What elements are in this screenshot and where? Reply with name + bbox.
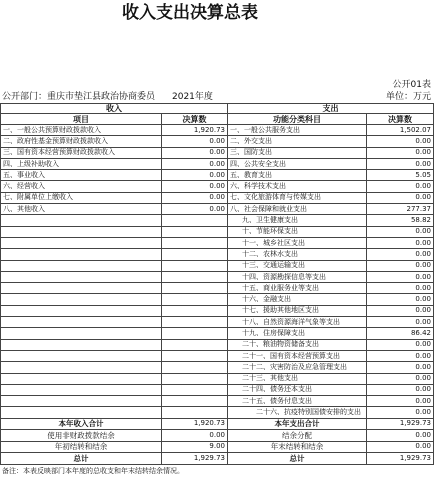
income-amount-cell: 0.00 [162, 136, 228, 147]
income-item-cell: 四、上级补助收入 [1, 159, 162, 170]
empty-cell [162, 294, 228, 305]
income-amount-cell: 0.00 [162, 181, 228, 192]
income-summary-label: 本年收入合计 [1, 419, 162, 431]
expense-summary-amount: 1,929.73 [367, 453, 434, 465]
empty-cell [162, 396, 228, 407]
income-summary-label: 年初结转和结余 [1, 442, 162, 454]
expense-item-cell: 一、一般公共服务支出 [228, 125, 367, 136]
expense-item-cell: 四、公共安全支出 [228, 159, 367, 170]
expense-item-cell: 十一、城乡社区支出 [228, 238, 367, 249]
expense-amount-column-header: 决算数 [367, 114, 434, 125]
expense-amount-cell: 0.00 [367, 238, 434, 249]
empty-cell [1, 340, 162, 351]
expense-amount-cell: 0.00 [367, 261, 434, 272]
income-item-cell: 七、附属单位上缴收入 [1, 193, 162, 204]
expense-item-cell: 十六、金融支出 [228, 294, 367, 305]
income-item-cell: 二、政府性基金预算财政拨款收入 [1, 136, 162, 147]
budget-summary-table [0, 103, 434, 465]
fiscal-year: 2021年度 [172, 92, 213, 102]
empty-cell [1, 317, 162, 328]
empty-cell [162, 328, 228, 339]
income-item-cell: 八、其他收入 [1, 204, 162, 215]
expense-amount-cell: 0.00 [367, 396, 434, 407]
expense-amount-cell: 58.82 [367, 215, 434, 226]
expense-amount-cell: 0.00 [367, 385, 434, 396]
empty-cell [162, 227, 228, 238]
empty-cell [162, 283, 228, 294]
expense-item-cell: 二十、粮油物资储备支出 [228, 340, 367, 351]
expense-amount-cell: 277.37 [367, 204, 434, 215]
expense-item-cell: 二十二、灾害防治及应急管理支出 [228, 362, 367, 373]
form-code: 公开01表 [392, 80, 431, 90]
table-note: 备注：本表反映部门本年度的总收支和年末结转结余情况。 [2, 467, 184, 475]
expense-amount-cell: 0.00 [367, 283, 434, 294]
expense-amount-cell: 0.00 [367, 136, 434, 147]
expense-item-cell: 二十三、其他支出 [228, 374, 367, 385]
empty-cell [1, 306, 162, 317]
expense-summary-label: 本年支出合计 [228, 419, 367, 431]
expense-item-cell: 八、社会保障和就业支出 [228, 204, 367, 215]
expense-item-column-header: 功能分类科目 [228, 114, 367, 125]
expense-item-cell: 六、科学技术支出 [228, 181, 367, 192]
income-amount-column-header: 决算数 [162, 114, 228, 125]
expense-summary-amount: 1,929.73 [367, 419, 434, 431]
empty-cell [162, 261, 228, 272]
empty-cell [1, 328, 162, 339]
expense-item-cell: 二十六、抗疫特别国债安排的支出 [228, 407, 367, 418]
expense-amount-cell: 0.00 [367, 340, 434, 351]
expense-summary-label: 总计 [228, 453, 367, 465]
expense-amount-cell: 0.00 [367, 159, 434, 170]
empty-cell [162, 238, 228, 249]
empty-cell [1, 283, 162, 294]
expense-summary-label: 年末结转和结余 [228, 442, 367, 454]
expense-item-cell: 二十一、国有资本经营预算支出 [228, 351, 367, 362]
expense-section-header: 支出 [228, 104, 434, 114]
expense-summary-amount: 0.00 [367, 442, 434, 454]
income-summary-amount: 1,920.73 [162, 419, 228, 431]
empty-cell [162, 407, 228, 418]
income-summary-label: 使用非财政拨款结余 [1, 430, 162, 442]
expense-item-cell: 五、教育支出 [228, 170, 367, 181]
empty-cell [1, 385, 162, 396]
expense-amount-cell: 0.00 [367, 351, 434, 362]
expense-item-cell: 十二、农林水支出 [228, 249, 367, 260]
empty-cell [1, 261, 162, 272]
expense-item-cell: 九、卫生健康支出 [228, 215, 367, 226]
empty-cell [1, 215, 162, 226]
empty-cell [162, 362, 228, 373]
empty-cell [1, 227, 162, 238]
expense-amount-cell: 0.00 [367, 181, 434, 192]
expense-item-cell: 十七、援助其他地区支出 [228, 306, 367, 317]
empty-cell [162, 374, 228, 385]
income-amount-cell: 1,920.73 [162, 125, 228, 136]
income-summary-amount: 0.00 [162, 430, 228, 442]
income-item-cell: 五、事业收入 [1, 170, 162, 181]
empty-cell [1, 374, 162, 385]
empty-cell [1, 294, 162, 305]
empty-cell [1, 396, 162, 407]
expense-amount-cell: 0.00 [367, 407, 434, 418]
empty-cell [1, 272, 162, 283]
expense-item-cell: 十三、交通运输支出 [228, 261, 367, 272]
expense-item-cell: 七、文化旅游体育与传媒支出 [228, 193, 367, 204]
income-item-cell: 一、一般公共预算财政拨款收入 [1, 125, 162, 136]
department-label: 公开部门：重庆市垫江县政治协商委员 [2, 92, 156, 102]
empty-cell [1, 407, 162, 418]
income-amount-cell: 0.00 [162, 204, 228, 215]
expense-amount-cell: 0.00 [367, 193, 434, 204]
empty-cell [1, 249, 162, 260]
expense-summary-amount: 0.00 [367, 430, 434, 442]
income-item-column-header: 项目 [1, 114, 162, 125]
expense-amount-cell: 0.00 [367, 317, 434, 328]
income-item-cell: 三、国有资本经营预算财政拨款收入 [1, 148, 162, 159]
expense-item-cell: 十、节能环保支出 [228, 227, 367, 238]
income-section-header: 收入 [1, 104, 228, 114]
expense-amount-cell: 1,502.07 [367, 125, 434, 136]
empty-cell [1, 351, 162, 362]
empty-cell [162, 317, 228, 328]
income-summary-amount: 9.00 [162, 442, 228, 454]
expense-item-cell: 十四、资源勘探信息等支出 [228, 272, 367, 283]
expense-item-cell: 二十五、债务付息支出 [228, 396, 367, 407]
unit-label: 单位：万元 [385, 92, 431, 102]
expense-item-cell: 二、外交支出 [228, 136, 367, 147]
expense-amount-cell: 0.00 [367, 227, 434, 238]
income-amount-cell: 0.00 [162, 159, 228, 170]
empty-cell [162, 351, 228, 362]
expense-amount-cell: 0.00 [367, 249, 434, 260]
expense-amount-cell: 0.00 [367, 374, 434, 385]
expense-item-cell: 十五、商业服务业等支出 [228, 283, 367, 294]
expense-amount-cell: 0.00 [367, 148, 434, 159]
income-summary-label: 总计 [1, 453, 162, 465]
empty-cell [162, 306, 228, 317]
expense-item-cell: 十八、自然资源海洋气象等支出 [228, 317, 367, 328]
empty-cell [162, 340, 228, 351]
page-title: 收入支出决算总表 [122, 3, 258, 23]
empty-cell [162, 249, 228, 260]
income-amount-cell: 0.00 [162, 148, 228, 159]
income-amount-cell: 0.00 [162, 170, 228, 181]
income-item-cell: 六、经营收入 [1, 181, 162, 192]
expense-item-cell: 二十四、债务还本支出 [228, 385, 367, 396]
expense-amount-cell: 0.00 [367, 294, 434, 305]
empty-cell [162, 215, 228, 226]
expense-amount-cell: 0.00 [367, 272, 434, 283]
empty-cell [162, 272, 228, 283]
empty-cell [1, 238, 162, 249]
expense-amount-cell: 0.00 [367, 306, 434, 317]
expense-amount-cell: 5.05 [367, 170, 434, 181]
expense-amount-cell: 0.00 [367, 362, 434, 373]
expense-item-cell: 十九、住房保障支出 [228, 328, 367, 339]
expense-amount-cell: 86.42 [367, 328, 434, 339]
expense-item-cell: 三、国防支出 [228, 148, 367, 159]
income-amount-cell: 0.00 [162, 193, 228, 204]
empty-cell [162, 385, 228, 396]
expense-summary-label: 结余分配 [228, 430, 367, 442]
income-summary-amount: 1,929.73 [162, 453, 228, 465]
empty-cell [1, 362, 162, 373]
